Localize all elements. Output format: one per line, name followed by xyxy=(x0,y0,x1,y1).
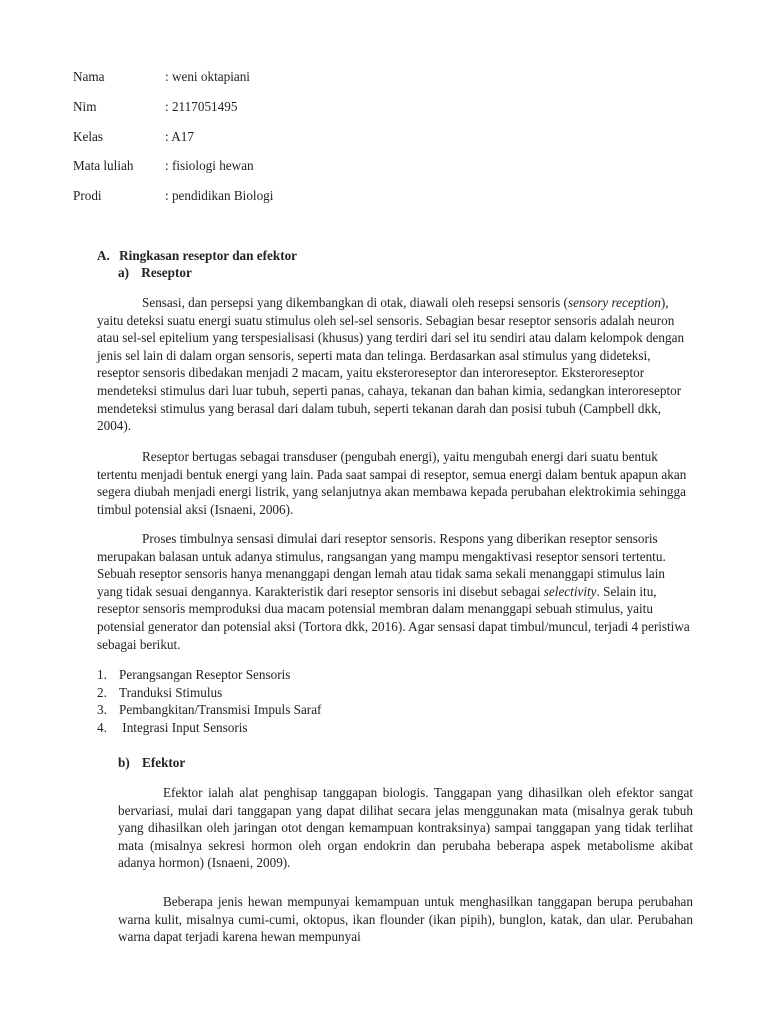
paragraph-reseptor-1 xyxy=(97,294,693,435)
subsection-marker: b) xyxy=(118,755,130,770)
paragraph-text: Sensasi, dan persepsi yang dikembangkan di otak, diawali oleh resepsi sensoris ( xyxy=(142,295,568,310)
section-title: Ringkasan reseptor dan efektor xyxy=(119,248,298,263)
italic-term: selectivity xyxy=(543,583,597,599)
list-number: 4. xyxy=(97,719,107,735)
subsection-heading-efektor xyxy=(118,754,185,772)
header-value: : pendidikan Biologi xyxy=(165,188,274,203)
header-label: Mata luliah xyxy=(73,158,134,173)
header-value: : A17 xyxy=(165,129,194,144)
subsection-title: Efektor xyxy=(142,755,186,770)
section-marker: A. xyxy=(97,248,110,263)
list-item xyxy=(97,719,321,737)
paragraph-text: ), yaitu deteksi suatu energi suatu stimulus oleh sel-sel sensoris. Sebagian besar reseptor sensoris adalah neuron atau sel-sel epitelium yang terspesialisasi (khusus) yang terdiri dari sel itu sendiri atau dalam kelompok dengan jenis sel lain di dalam organ sensoris, seperti mata dan telinga. Berdasarkan asal stimulus yang dideteksi, reseptor sensoris dibedakan menjadi 2 macam, yaitu eksteroreseptor dan interoreseptor. Eksteroreseptor mendeteksi stimulus dari luar tubuh, seperti panas, cahaya, tekanan dan bahan kimia, sedangkan interoreseptor mendeteksi stimulus yang berasal dari dalam tubuh, seperti tekanan darah dan posisi tubuh (Campbell dkk, 2004). xyxy=(97,295,685,434)
paragraph-reseptor-3 xyxy=(97,530,693,653)
paragraph-efektor-1: Efektor ialah alat penghisap tanggapan biologis. Tanggapan yang dihasilkan oleh efektor sangat bervariasi, mulai dari tanggapan yang dapat dilihat secara jelas menggunakan mata (misalnya gerak tubuh yang dihasilkan oleh jaringan otot dengan kemampuan kontraksinya) sampai tanggapan yang tidak terlihat mata (misalnya sekresi hormon oleh organ endokrin dan perubaha beberapa aspek metabolisme akibat adanya hormon) (Isnaeni, 2009). xyxy=(118,785,693,871)
list-text: Pembangkitan/Transmisi Impuls Saraf xyxy=(119,702,322,718)
header-label: Kelas xyxy=(73,129,104,144)
list-number: 3. xyxy=(97,702,107,718)
header-value: : fisiologi hewan xyxy=(165,158,254,173)
subsection-heading-reseptor xyxy=(118,264,192,282)
list-number: 1. xyxy=(97,667,107,682)
header-label: Nama xyxy=(73,69,105,84)
list-item xyxy=(97,666,321,684)
sensation-steps-list xyxy=(97,666,321,736)
header-label: Prodi xyxy=(73,188,102,203)
paragraph-text: . Selain itu, reseptor sensoris memproduksi dua macam potensial membran dalam menanggapi sebuah stimulus, yaitu potensial generator dan potensial aksi (Tortora dkk, 2016). Agar sensasi dapat timbul/muncul, terjadi 4 peristiwa sebagai berikut. xyxy=(97,583,690,652)
list-text: Perangsangan Reseptor Sensoris xyxy=(119,667,291,682)
header-value: : weni oktapiani xyxy=(165,69,250,84)
subsection-marker: a) xyxy=(118,265,129,280)
paragraph-reseptor-2: Reseptor bertugas sebagai transduser (pengubah energi), yaitu mengubah energi dari suatu bentuk tertentu menjadi bentuk energi yang lain. Pada saat sampai di reseptor, semua energi dalam bentuk apapun akan segera diubah menjadi energi listrik, yang selanjutnya akan membawa kepada perubahan elektrokimia sehingga timbul potensial aksi (Isnaeni, 2006). xyxy=(97,449,687,517)
section-heading-a xyxy=(97,247,297,265)
italic-term: sensory reception xyxy=(567,295,661,310)
list-item xyxy=(97,701,321,719)
list-text: Integrasi Input Sensoris xyxy=(119,719,248,735)
list-item xyxy=(97,684,321,702)
list-number: 2. xyxy=(97,684,107,700)
subsection-title: Reseptor xyxy=(141,265,192,280)
list-text: Tranduksi Stimulus xyxy=(119,684,223,700)
paragraph-text: Proses timbulnya sensasi dimulai dari reseptor sensoris. Respons yang diberikan reseptor sensoris merupakan balasan untuk adanya stimulus, rangsangan yang mampu mengaktivasi reseptor sensori tertentu. Sebuah reseptor sensoris hanya menanggapi dengan lemah atau tidak sama sekali menanggapi stimulus lain yang tidak sesuai dengannya. Karakteristik dari reseptor sensoris ini disebut sebagai xyxy=(97,531,666,599)
paragraph-efektor-2: Beberapa jenis hewan mempunyai kemampuan untuk menghasilkan tanggapan berupa perubahan warna kulit, misalnya cumi-cumi, oktopus, ikan flounder (ikan pipih), bunglon, katak, dan ular. Perubahan warna dapat terjadi karena hewan mempunyai xyxy=(118,894,693,945)
header-label: Nim xyxy=(73,99,97,114)
header-value: : 2117051495 xyxy=(165,99,238,114)
